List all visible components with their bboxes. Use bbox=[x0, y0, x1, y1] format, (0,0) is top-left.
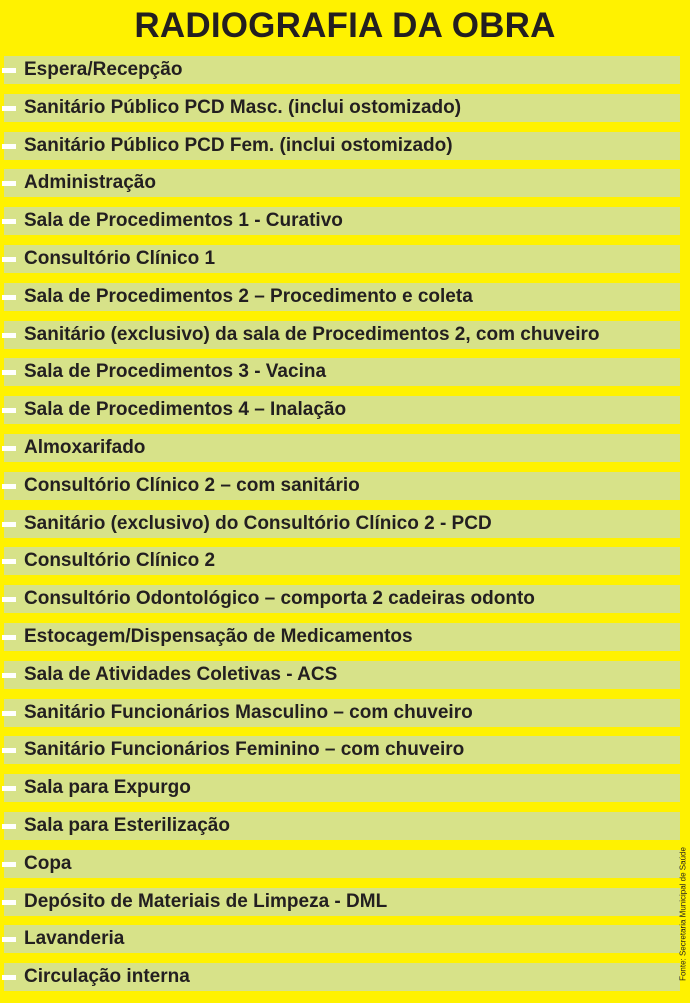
list-item bbox=[0, 623, 690, 651]
list-item bbox=[0, 245, 690, 273]
list-item bbox=[0, 321, 690, 349]
list-item-label: Espera/Recepção bbox=[24, 59, 183, 80]
dash-bullet-icon bbox=[2, 106, 16, 111]
list-item-label: Sanitário (exclusivo) do Consultório Clínico 2 - PCD bbox=[24, 513, 492, 534]
list-item bbox=[0, 207, 690, 235]
dash-bullet-icon bbox=[2, 408, 16, 413]
dash-bullet-icon bbox=[2, 257, 16, 262]
list-item bbox=[0, 925, 690, 953]
source-note: Fonte: Secretaria Municipal de Saúde bbox=[678, 847, 688, 981]
list-item bbox=[0, 358, 690, 386]
dash-bullet-icon bbox=[2, 333, 16, 338]
dash-bullet-icon bbox=[2, 786, 16, 791]
dash-bullet-icon bbox=[2, 748, 16, 753]
dash-bullet-icon bbox=[2, 900, 16, 905]
list-item-label: Sala de Procedimentos 4 – Inalação bbox=[24, 399, 347, 420]
list-item bbox=[0, 169, 690, 197]
row-band bbox=[4, 850, 680, 878]
list-item-label: Sala de Procedimentos 1 - Curativo bbox=[24, 210, 343, 231]
dash-bullet-icon bbox=[2, 975, 16, 980]
list-item-label: Lavanderia bbox=[24, 928, 125, 949]
list-item bbox=[0, 510, 690, 538]
list-item bbox=[0, 661, 690, 689]
dash-bullet-icon bbox=[2, 144, 16, 149]
list-item bbox=[0, 283, 690, 311]
list-item bbox=[0, 472, 690, 500]
list-item-label: Sala para Esterilização bbox=[24, 815, 230, 836]
dash-bullet-icon bbox=[2, 446, 16, 451]
list-item-label: Consultório Clínico 2 bbox=[24, 550, 216, 571]
list-item-label: Sala de Procedimentos 2 – Procedimento e coleta bbox=[24, 286, 473, 307]
dash-bullet-icon bbox=[2, 181, 16, 186]
list-item bbox=[0, 56, 690, 84]
list-item-label: Consultório Odontológico – comporta 2 cadeiras odonto bbox=[24, 588, 535, 609]
list-item-label: Administração bbox=[24, 172, 156, 193]
list-item-label: Sanitário Funcionários Masculino – com chuveiro bbox=[24, 702, 473, 723]
dash-bullet-icon bbox=[2, 597, 16, 602]
list-item bbox=[0, 396, 690, 424]
dash-bullet-icon bbox=[2, 219, 16, 224]
list-item bbox=[0, 94, 690, 122]
dash-bullet-icon bbox=[2, 295, 16, 300]
dash-bullet-icon bbox=[2, 635, 16, 640]
dash-bullet-icon bbox=[2, 522, 16, 527]
list-item bbox=[0, 132, 690, 160]
list-item-label: Copa bbox=[24, 853, 72, 874]
list-item-label: Sala para Expurgo bbox=[24, 777, 191, 798]
list-item bbox=[0, 888, 690, 916]
list-item bbox=[0, 963, 690, 991]
list-item-label: Consultório Clínico 2 – com sanitário bbox=[24, 475, 360, 496]
list-item bbox=[0, 850, 690, 878]
list-item bbox=[0, 547, 690, 575]
dash-bullet-icon bbox=[2, 68, 16, 73]
dash-bullet-icon bbox=[2, 673, 16, 678]
list-item-label: Sanitário Funcionários Feminino – com chuveiro bbox=[24, 739, 465, 760]
page-title: RADIOGRAFIA DA OBRA bbox=[134, 6, 556, 45]
list-item bbox=[0, 812, 690, 840]
list-item-label: Depósito de Materiais de Limpeza - DML bbox=[24, 891, 388, 912]
dash-bullet-icon bbox=[2, 824, 16, 829]
dash-bullet-icon bbox=[2, 862, 16, 867]
dash-bullet-icon bbox=[2, 370, 16, 375]
list-item-label: Consultório Clínico 1 bbox=[24, 248, 216, 269]
list-item-label: Sanitário (exclusivo) da sala de Procedimentos 2, com chuveiro bbox=[24, 324, 600, 345]
list-item bbox=[0, 699, 690, 727]
dash-bullet-icon bbox=[2, 711, 16, 716]
dash-bullet-icon bbox=[2, 937, 16, 942]
list-item-label: Sanitário Público PCD Masc. (inclui ostomizado) bbox=[24, 97, 462, 118]
list-item bbox=[0, 736, 690, 764]
dash-bullet-icon bbox=[2, 484, 16, 489]
dash-bullet-icon bbox=[2, 559, 16, 564]
list-item-label: Almoxarifado bbox=[24, 437, 146, 458]
list-item bbox=[0, 434, 690, 462]
list-item-label: Estocagem/Dispensação de Medicamentos bbox=[24, 626, 413, 647]
list-item-label: Sanitário Público PCD Fem. (inclui ostomizado) bbox=[24, 135, 453, 156]
list-item bbox=[0, 774, 690, 802]
list-item-label: Circulação interna bbox=[24, 966, 190, 987]
list-item-label: Sala de Procedimentos 3 - Vacina bbox=[24, 361, 327, 382]
list-item-label: Sala de Atividades Coletivas - ACS bbox=[24, 664, 338, 685]
list-item bbox=[0, 585, 690, 613]
